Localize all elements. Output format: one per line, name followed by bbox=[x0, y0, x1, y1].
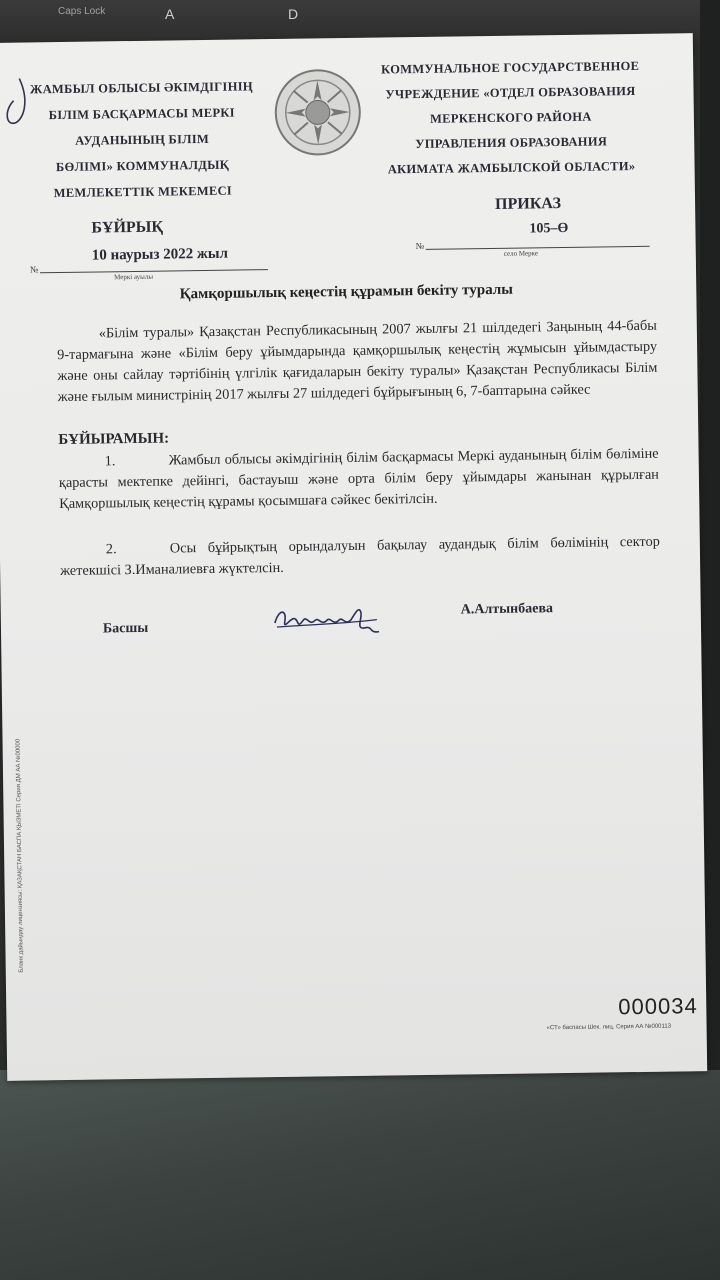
document-date: 10 наурыз 2022 жыл bbox=[91, 245, 229, 264]
org-line: УПРАВЛЕНИЯ ОБРАЗОВАНИЯ bbox=[415, 134, 608, 152]
number-label-ru: № bbox=[415, 240, 425, 252]
signer-name: А.Алтынбаева bbox=[460, 601, 554, 618]
doc-type-kz: БҰЙРЫҚ bbox=[91, 218, 164, 237]
item-number: 1. bbox=[104, 453, 116, 470]
document-title: Қамқоршылық кеңестің құрамын бекіту туралы bbox=[179, 281, 514, 303]
fabric-background bbox=[0, 1070, 720, 1280]
org-line: КОММУНАЛЬНОЕ ГОСУДАРСТВЕННОЕ bbox=[381, 58, 640, 77]
order-number: 105–Ө bbox=[529, 220, 569, 237]
org-line: МЕМЛЕКЕТТІК МЕКЕМЕСІ bbox=[53, 183, 233, 201]
org-header-kz bbox=[25, 73, 259, 206]
item-text: Осы бұйрықтың орындалуын бақылау аудандық білім бөлімінің сектор жетекшісі З.Иманалиевға жүктелсін. bbox=[60, 533, 660, 580]
number-label-kz: № bbox=[29, 264, 39, 275]
org-line: МЕРКЕНСКОГО РАЙОНА bbox=[430, 109, 592, 126]
signature-icon bbox=[269, 597, 388, 643]
org-line: АКИМАТА ЖАМБЫЛСКОЙ ОБЛАСТИ» bbox=[387, 158, 636, 177]
a-key: A bbox=[165, 6, 175, 22]
order-item bbox=[60, 532, 661, 582]
signer-title: Басшы bbox=[102, 620, 149, 637]
preamble: «Білім туралы» Қазақстан Республикасының 2007 жылғы 21 шілдедегі Заңының 44-бабы 9-тармағына және «Білім беру ұйымдарында қамқоршылық кеңестің жұмысын ұйымдастыру және оны сайлау тәртібінің үлгілік қағидаларын бекіту туралы» Қазақстан Республикасы Білім және ғылым министрінің 2017 жылғы 27 шілдедегі бұйрығының 6, 7-баптарына сәйкес bbox=[57, 317, 658, 406]
org-line: БІЛІМ БАСҚАРМАСЫ МЕРКІ bbox=[48, 105, 235, 123]
caps-lock-key: Caps Lock bbox=[58, 6, 106, 17]
document-page bbox=[0, 33, 707, 1081]
doc-type-ru: ПРИКАЗ bbox=[494, 195, 562, 213]
org-header-ru bbox=[365, 54, 657, 183]
serial-number: 000034 bbox=[618, 993, 698, 1020]
place-kz: Меркі ауылы bbox=[114, 272, 154, 282]
margin-note: Бланк дайындау лицензиясы: ҚАЗАҚСТАН БАСПА ҚЫЗМЕТІ Серия ДМ АА №00000 bbox=[15, 738, 25, 973]
printer-note: «СТ» баспасы Шек. лиц. Серия АА №000113 bbox=[546, 1023, 672, 1032]
date-line bbox=[40, 269, 268, 273]
order-word: БҰЙЫРАМЫН: bbox=[58, 430, 170, 449]
org-line: ЖАМБЫЛ ОБЛЫСЫ ӘКІМДІГІНІҢ bbox=[29, 79, 253, 97]
org-line: БӨЛІМІ» КОММУНАЛДЫҚ bbox=[55, 157, 230, 175]
order-item bbox=[59, 444, 660, 515]
d-key: D bbox=[288, 6, 299, 22]
item-text: Жамбыл облысы әкімдігінің білім басқармасы Меркі ауданының білім бөліміне қарасты мектепке дейінгі, бастауыш және орта білім беру ұйымдары жанынан құрылған Қамқоршылық кеңестің құрамы қосымшаға сәйкес бекітілсін. bbox=[58, 445, 659, 513]
item-number: 2. bbox=[105, 541, 117, 558]
org-line: УЧРЕЖДЕНИЕ «ОТДЕЛ ОБРАЗОВАНИЯ bbox=[385, 83, 636, 102]
kazakhstan-emblem-icon bbox=[271, 66, 364, 159]
place-ru: село Мерке bbox=[503, 249, 538, 258]
org-line: АУДАНЫНЫҢ БІЛІМ bbox=[75, 131, 210, 148]
